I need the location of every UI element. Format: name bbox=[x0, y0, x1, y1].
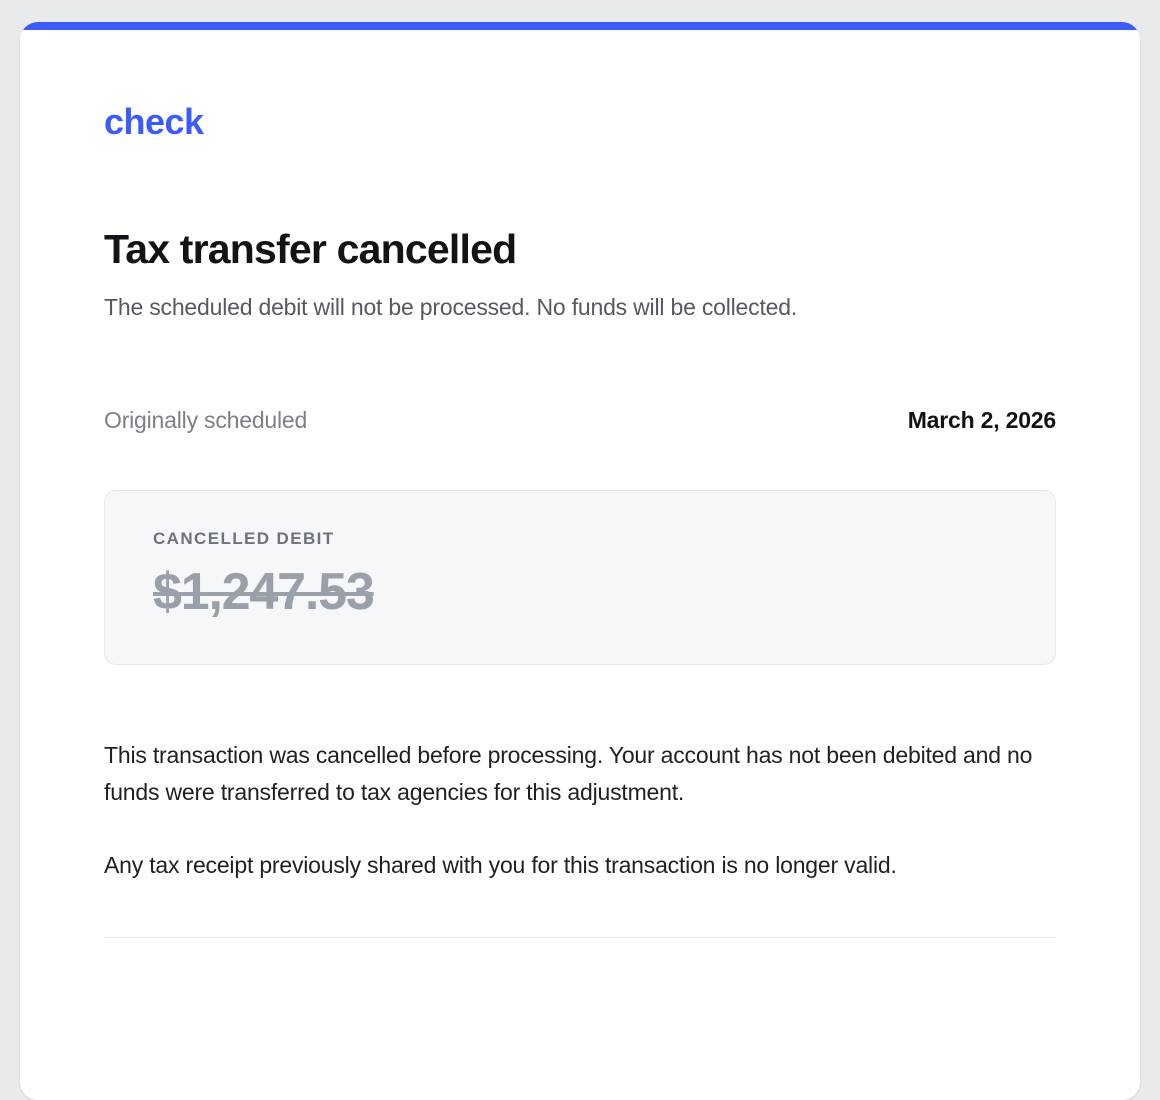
body-paragraph-1: This transaction was cancelled before processing. Your account has not been debited and no funds were transferred to tax agencies for this adjustment. bbox=[104, 741, 1033, 806]
body-paragraph-2: Any tax receipt previously shared with you for this transaction is no longer valid. bbox=[104, 852, 897, 879]
schedule-date: March 2, 2026 bbox=[907, 407, 1056, 434]
cancelled-amount-label: CANCELLED DEBIT bbox=[153, 529, 335, 549]
page-title: Tax transfer cancelled bbox=[104, 226, 517, 272]
body-copy bbox=[104, 737, 1056, 885]
schedule-row bbox=[104, 407, 1056, 434]
schedule-label: Originally scheduled bbox=[104, 407, 308, 434]
accent-bar bbox=[20, 22, 1140, 30]
page-subtitle: The scheduled debit will not be processed. No funds will be collected. bbox=[104, 294, 798, 321]
brand-logo[interactable]: check bbox=[104, 101, 204, 142]
notification-card bbox=[20, 22, 1140, 1100]
cancelled-amount-panel bbox=[104, 490, 1056, 665]
footer-divider bbox=[104, 937, 1056, 938]
cancelled-amount-value: $1,247.53 bbox=[153, 563, 374, 622]
card-body bbox=[20, 30, 1140, 938]
